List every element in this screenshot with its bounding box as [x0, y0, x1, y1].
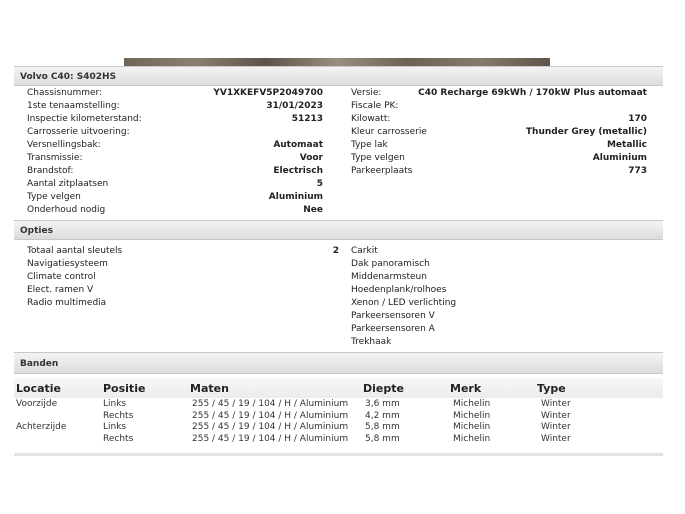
vehicle-photo [124, 58, 550, 66]
tire-maten: 255 / 45 / 19 / 104 / H / Aluminium [192, 433, 349, 444]
tire-positie: Rechts [103, 433, 134, 444]
detail-value: 5 [316, 179, 323, 189]
option-item: Dak panoramisch [351, 259, 430, 269]
option-item: Trekhaak [351, 337, 392, 347]
tire-type: Winter [541, 410, 571, 421]
tire-column-header: Positie [103, 382, 146, 395]
tire-column-header: Locatie [16, 382, 61, 395]
tire-positie: Links [103, 422, 127, 432]
detail-label: Aantal zitplaatsen [27, 179, 109, 189]
option-item: Middenarmsteun [351, 272, 427, 282]
option-item: Carkit [351, 246, 378, 256]
bottom-divider [14, 453, 663, 456]
detail-label: Type velgen [27, 192, 81, 202]
option-item: Hoedenplank/rolhoes [351, 285, 447, 295]
detail-value: 51213 [291, 114, 323, 124]
tire-column-header: Merk [450, 382, 482, 395]
detail-label: Chassisnummer: [27, 88, 103, 98]
tire-diepte: 4,2 mm [365, 410, 400, 421]
detail-value: Voor [299, 153, 323, 163]
option-label: Radio multimedia [27, 298, 107, 308]
option-label: Elect. ramen V [27, 285, 94, 295]
tire-positie: Rechts [103, 410, 134, 421]
tire-merk: Michelin [453, 422, 491, 432]
detail-label: Type lak [351, 140, 388, 150]
detail-label: Type velgen [351, 153, 405, 163]
option-item: Parkeersensoren V [351, 311, 435, 321]
detail-value: Aluminium [592, 153, 647, 163]
detail-value: C40 Recharge 69kWh / 170kW Plus automaat [418, 88, 647, 98]
tire-locatie: Achterzijde [16, 422, 67, 432]
tire-merk: Michelin [453, 410, 491, 421]
tire-column-header: Diepte [363, 382, 404, 395]
detail-label: Versnellingsbak: [27, 140, 101, 150]
detail-label: Transmissie: [27, 153, 83, 163]
tire-diepte: 5,8 mm [365, 422, 400, 432]
option-label: Totaal aantal sleutels [27, 246, 123, 256]
detail-label: Versie: [351, 88, 382, 98]
detail-label: Kilowatt: [351, 114, 391, 124]
detail-value: Electrisch [273, 166, 323, 176]
detail-value: YV1XKEFV5P2049700 [213, 88, 323, 98]
detail-label: Brandstof: [27, 166, 74, 176]
detail-label: Inspectie kilometerstand: [27, 114, 142, 124]
option-value: 2 [332, 246, 339, 256]
option-label: Climate control [27, 272, 96, 282]
tire-column-header: Maten [190, 382, 229, 395]
tire-merk: Michelin [453, 399, 491, 409]
option-label: Navigatiesysteem [27, 259, 108, 269]
tire-column-header: Type [537, 382, 566, 395]
detail-value: Nee [303, 205, 323, 215]
detail-label: Kleur carrosserie [351, 127, 427, 137]
detail-value: Automaat [273, 140, 323, 150]
detail-label: Onderhoud nodig [27, 205, 106, 215]
tire-maten: 255 / 45 / 19 / 104 / H / Aluminium [192, 399, 349, 409]
tire-type: Winter [541, 399, 571, 409]
detail-value: Thunder Grey (metallic) [525, 127, 647, 137]
tire-merk: Michelin [453, 433, 491, 444]
option-item: Parkeersensoren A [351, 324, 435, 334]
tire-type: Winter [541, 422, 571, 432]
detail-value: 773 [628, 166, 647, 176]
opties-section-header: Opties [14, 220, 663, 240]
detail-value: Metallic [606, 140, 647, 150]
detail-value: Aluminium [268, 192, 323, 202]
detail-value: 31/01/2023 [266, 101, 323, 111]
detail-label: Carrosserie uitvoering: [27, 127, 130, 137]
tire-maten: 255 / 45 / 19 / 104 / H / Aluminium [192, 422, 349, 432]
banden-section-header: Banden [14, 352, 663, 374]
tire-type: Winter [541, 433, 571, 444]
detail-label: Parkeerplaats [351, 166, 413, 176]
detail-label: Fiscale PK: [351, 101, 399, 111]
tire-locatie: Voorzijde [16, 399, 58, 409]
tire-diepte: 3,6 mm [365, 399, 400, 409]
detail-label: 1ste tenaamstelling: [27, 101, 120, 111]
detail-value: 170 [628, 114, 647, 124]
vehicle-section-header: Volvo C40: S402HS [14, 66, 663, 86]
tire-maten: 255 / 45 / 19 / 104 / H / Aluminium [192, 410, 349, 421]
tire-positie: Links [103, 399, 127, 409]
tire-diepte: 5,8 mm [365, 433, 400, 444]
option-item: Xenon / LED verlichting [351, 298, 457, 308]
